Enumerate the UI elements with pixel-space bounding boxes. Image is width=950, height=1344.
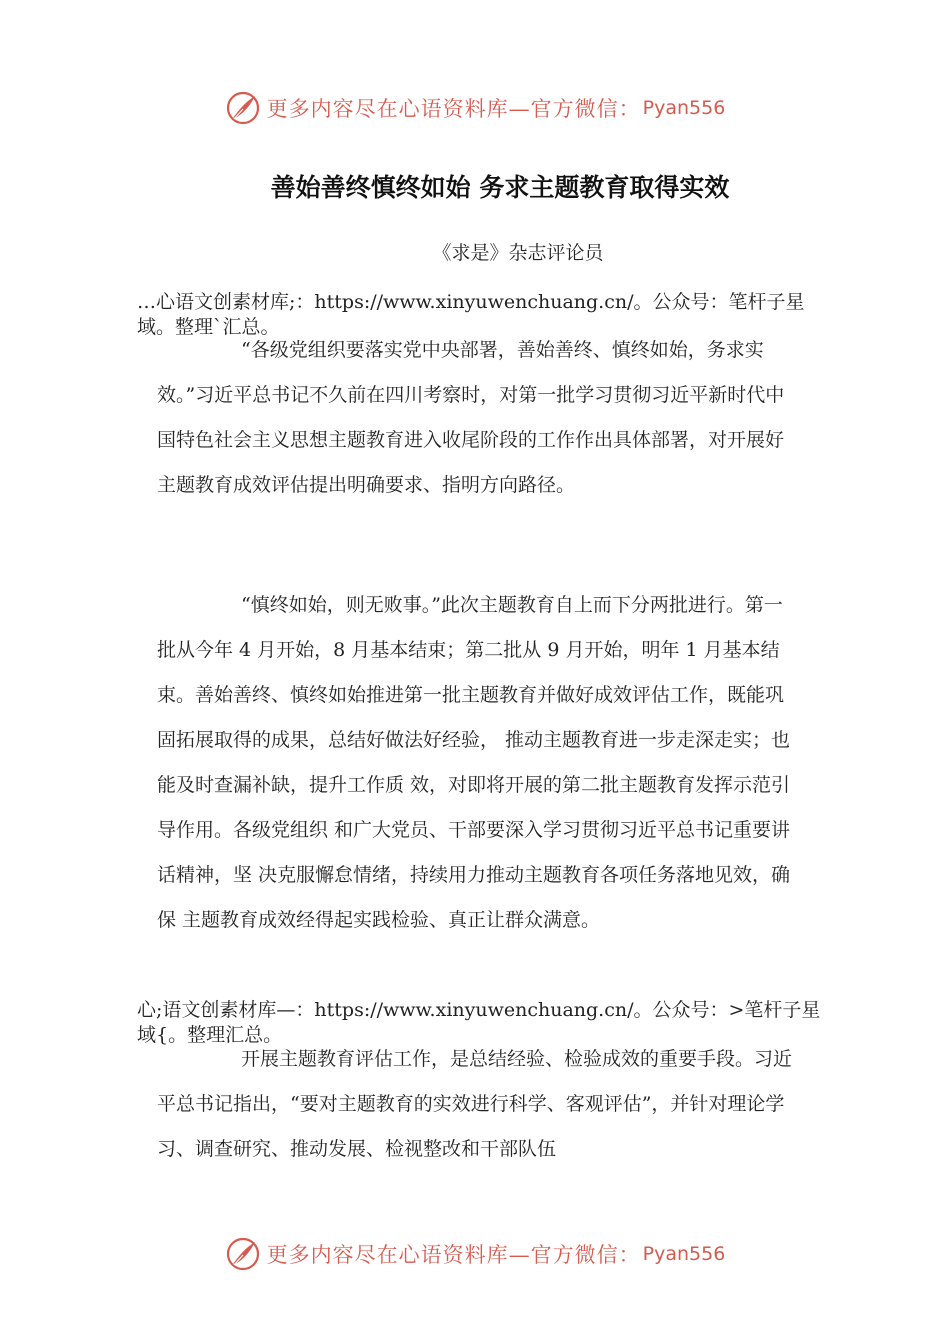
wechat-id: Pyan556 [642,97,726,119]
paragraph: 开展主题教育评估工作，是总结经验、检验成效的重要手段。习近平总书记指出，“要对主题教育的实效进行科学、客观评估”，并针对理论学习、调查研究、推动发展、检视整改和干部队伍 [157,1048,793,1160]
paragraph: “慎终如始，则无败事。”此次主题教育自上而下分两批进行。第一批从今年 4 月开始，8 月基本结束；第二批从 9 月开始，明年 1 月基本结束。善始善终、慎终如始推进第一批主题教育并做好成效评估工作，既能巩固拓展取得的成果，总结好做法好经验， 推动主题教育进一步走深走实；也能及时查漏补缺，提升工作质 效，对即将开展的第二批主题教育发挥示范引导作用。各级党组织 和广大党员、干部要深入学习贯彻习近平总书记重要讲话精神，坚 决克服懈怠情绪，持续用力推动主题教育各项任务落地见效，确保 主题教育成效经得起实践检验、真正让群众满意。 [157,594,791,931]
article-title: 善始善终慎终如始 务求主题教育取得实效 [270,173,730,202]
banner-text: 更多内容尽在心语资料库—官方微信： [266,1243,641,1267]
wechat-id: Pyan556 [642,1243,726,1265]
quill-logo-icon [225,90,261,126]
source-note: …心语文创素材库;：https://www.xinyuwenchuang.cn/。公众号：笔杆子星域。整理`汇总。 [137,291,805,338]
header-banner [0,86,950,130]
footer-banner [0,1232,950,1276]
banner-text: 更多内容尽在心语资料库—官方微信： [266,97,641,121]
source-note: 心;语文创素材库—：https://www.xinyuwenchuang.cn/。公众号：>笔杆子星域{。整理汇总。 [137,999,821,1046]
paragraph: “各级党组织要落实党中央部署，善始善终、慎终如始，务求实效。”习近平总书记不久前在四川考察时，对第一批学习贯彻习近平新时代中国特色社会主义思想主题教育进入收尾阶段的工作作出具体部署，对开展好主题教育成效评估提出明确要求、指明方向路径。 [157,339,785,496]
article-author: 《求是》杂志评论员 [432,242,604,264]
quill-logo-icon [225,1236,261,1272]
